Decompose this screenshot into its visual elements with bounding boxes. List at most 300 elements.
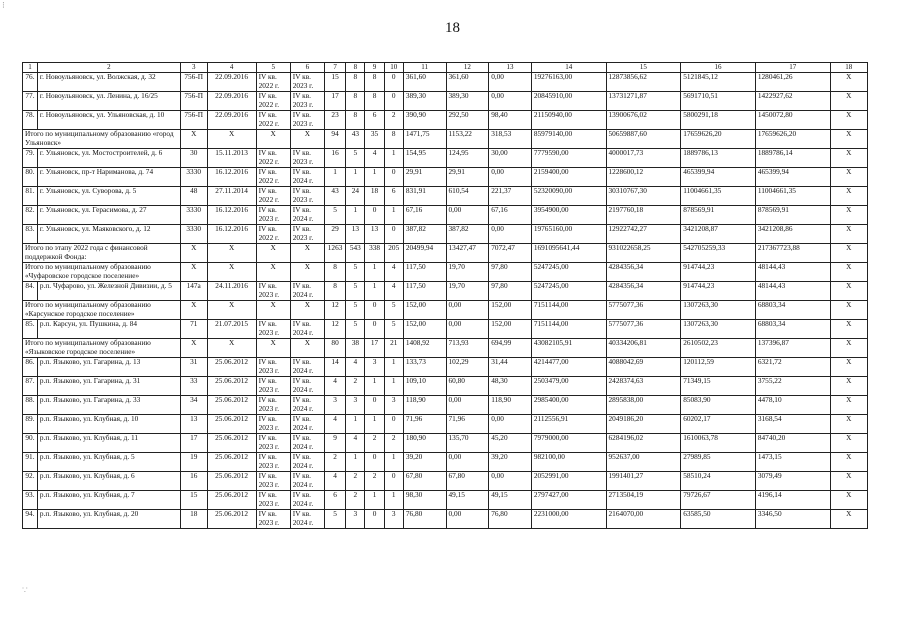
table-cell: 3 bbox=[365, 358, 384, 377]
subtotal-row bbox=[23, 244, 868, 263]
table-cell: X bbox=[256, 339, 290, 358]
table-cell: 71 bbox=[180, 320, 207, 339]
table-cell: 4284356,34 bbox=[606, 282, 681, 301]
table-cell: 6 bbox=[324, 491, 345, 510]
table-cell: 1889786,13 bbox=[681, 149, 756, 168]
table-cell: 914744,23 bbox=[681, 263, 756, 282]
table-cell: 952637,00 bbox=[606, 453, 681, 472]
table-cell: 25.06.2012 bbox=[207, 453, 256, 472]
table-cell: 25.06.2012 bbox=[207, 510, 256, 529]
table-cell: 0 bbox=[365, 320, 384, 339]
table-cell: 0 bbox=[384, 225, 403, 244]
table-cell: 1691095641,44 bbox=[531, 244, 606, 263]
table-cell: X bbox=[830, 434, 867, 453]
table-cell: 19,70 bbox=[446, 282, 489, 301]
table-cell: IV кв. 2024 г. bbox=[290, 472, 324, 491]
table-cell: X bbox=[830, 73, 867, 92]
column-number-cell: 5 bbox=[256, 63, 290, 73]
table-cell: 17659626,20 bbox=[755, 130, 830, 149]
table-row bbox=[23, 396, 868, 415]
table-cell: X bbox=[180, 263, 207, 282]
table-row bbox=[23, 434, 868, 453]
table-cell: 2 bbox=[365, 472, 384, 491]
table-cell: 389,30 bbox=[403, 92, 446, 111]
table-cell: 117,50 bbox=[403, 263, 446, 282]
table-cell: 35 bbox=[365, 130, 384, 149]
table-cell: 120112,59 bbox=[681, 358, 756, 377]
table-cell: 29,91 bbox=[403, 168, 446, 187]
table-cell: 0,00 bbox=[489, 472, 532, 491]
table-cell: 2610502,23 bbox=[681, 339, 756, 358]
table-cell: 8 bbox=[346, 111, 365, 130]
table-cell: 39,20 bbox=[489, 453, 532, 472]
table-cell: X bbox=[830, 396, 867, 415]
table-cell: IV кв. 2024 г. bbox=[290, 206, 324, 225]
table-cell: 43 bbox=[346, 130, 365, 149]
table-cell: 30310767,30 bbox=[606, 187, 681, 206]
table-cell: 3 bbox=[346, 510, 365, 529]
table-cell: 0 bbox=[384, 92, 403, 111]
table-cell: 465399,94 bbox=[755, 168, 830, 187]
address-cell: р.п. Языково, ул. Гагарина, д. 31 bbox=[37, 377, 180, 396]
table-cell: 4 bbox=[365, 149, 384, 168]
table-cell: IV кв. 2023 г. bbox=[290, 187, 324, 206]
table-cell: 0 bbox=[384, 73, 403, 92]
table-cell: 85979140,00 bbox=[531, 130, 606, 149]
table-cell: X bbox=[207, 301, 256, 320]
table-cell: 2503479,00 bbox=[531, 377, 606, 396]
table-cell: 756-П bbox=[180, 73, 207, 92]
table-cell: 33 bbox=[180, 377, 207, 396]
table-cell: 4214477,00 bbox=[531, 358, 606, 377]
table-cell: 7779590,00 bbox=[531, 149, 606, 168]
table-cell: 1450072,80 bbox=[755, 111, 830, 130]
table-cell: IV кв. 2023 г. bbox=[256, 396, 290, 415]
table-cell: X bbox=[256, 263, 290, 282]
table-cell: 49,15 bbox=[489, 491, 532, 510]
table-cell: 5 bbox=[346, 149, 365, 168]
table-cell: 22.09.2016 bbox=[207, 73, 256, 92]
table-cell: 97,80 bbox=[489, 263, 532, 282]
table-cell: IV кв. 2022 г. bbox=[256, 92, 290, 111]
table-cell: 0 bbox=[384, 168, 403, 187]
table-cell: 98,40 bbox=[489, 111, 532, 130]
table-cell: X bbox=[180, 244, 207, 263]
table-cell: 361,60 bbox=[403, 73, 446, 92]
table-cell: 0,00 bbox=[446, 453, 489, 472]
table-cell: X bbox=[830, 187, 867, 206]
column-number-cell: 15 bbox=[606, 63, 681, 73]
column-number-cell: 7 bbox=[324, 63, 345, 73]
table-row bbox=[23, 320, 868, 339]
table-cell: 2197760,18 bbox=[606, 206, 681, 225]
table-cell: 1422927,62 bbox=[755, 92, 830, 111]
table-cell: 147а bbox=[180, 282, 207, 301]
table-cell: X bbox=[830, 510, 867, 529]
table-row bbox=[23, 168, 868, 187]
table-cell: 16.12.2016 bbox=[207, 225, 256, 244]
table-cell: 2 bbox=[346, 377, 365, 396]
table-cell: 221,37 bbox=[489, 187, 532, 206]
column-number-cell: 18 bbox=[830, 63, 867, 73]
table-cell: 1228600,12 bbox=[606, 168, 681, 187]
table-cell: 4 bbox=[346, 434, 365, 453]
table-cell: X bbox=[256, 301, 290, 320]
table-cell: 4284356,34 bbox=[606, 263, 681, 282]
table-cell: 31,44 bbox=[489, 358, 532, 377]
table-cell: 0 bbox=[365, 453, 384, 472]
table-cell: 756-П bbox=[180, 111, 207, 130]
column-number-cell: 12 bbox=[446, 63, 489, 73]
table-cell: 25.06.2012 bbox=[207, 358, 256, 377]
table-cell: 3 bbox=[384, 396, 403, 415]
table-cell: 3330 bbox=[180, 206, 207, 225]
table-cell: 22.09.2016 bbox=[207, 92, 256, 111]
row-number-cell: 89. bbox=[23, 415, 38, 434]
address-cell: р.п. Языково, ул. Гагарина, д. 33 bbox=[37, 396, 180, 415]
table-cell: IV кв. 2024 г. bbox=[290, 320, 324, 339]
table-cell: 67,16 bbox=[403, 206, 446, 225]
table-cell: 11004661,35 bbox=[755, 187, 830, 206]
table-cell: 6 bbox=[384, 187, 403, 206]
table-cell: 1 bbox=[365, 415, 384, 434]
row-number-cell: 87. bbox=[23, 377, 38, 396]
table-cell: 3954900,00 bbox=[531, 206, 606, 225]
table-cell: IV кв. 2023 г. bbox=[256, 282, 290, 301]
table-cell: 6 bbox=[365, 111, 384, 130]
table-cell: 13900676,02 bbox=[606, 111, 681, 130]
table-cell: 4 bbox=[324, 472, 345, 491]
table-cell: X bbox=[256, 244, 290, 263]
table-cell: 117,50 bbox=[403, 282, 446, 301]
table-cell: 6284196,02 bbox=[606, 434, 681, 453]
table-cell: 17 bbox=[180, 434, 207, 453]
table-cell: X bbox=[830, 111, 867, 130]
address-cell: р.п. Языково, ул. Клубная, д. 7 bbox=[37, 491, 180, 510]
table-cell: 5 bbox=[346, 320, 365, 339]
table-cell: IV кв. 2024 г. bbox=[290, 453, 324, 472]
table-cell: 9 bbox=[324, 434, 345, 453]
table-cell: 5 bbox=[324, 510, 345, 529]
table-cell: 2797427,00 bbox=[531, 491, 606, 510]
table-cell: 15 bbox=[324, 73, 345, 92]
table-cell: 1 bbox=[384, 377, 403, 396]
table-cell: 11004661,35 bbox=[681, 187, 756, 206]
table-cell: IV кв. 2022 г. bbox=[256, 73, 290, 92]
table-row bbox=[23, 187, 868, 206]
table-cell: 5 bbox=[324, 206, 345, 225]
scan-artifact-mark: ∵ bbox=[22, 585, 28, 595]
table-cell: 152,00 bbox=[403, 301, 446, 320]
table-cell: 0,00 bbox=[489, 168, 532, 187]
table-cell: 1 bbox=[384, 206, 403, 225]
table-cell: 878569,91 bbox=[755, 206, 830, 225]
table-cell: 13 bbox=[365, 225, 384, 244]
table-cell: 1408,92 bbox=[403, 339, 446, 358]
table-cell: 1 bbox=[365, 377, 384, 396]
column-number-cell: 9 bbox=[365, 63, 384, 73]
table-cell: IV кв. 2023 г. bbox=[290, 73, 324, 92]
table-cell: X bbox=[830, 263, 867, 282]
table-cell: 4 bbox=[346, 358, 365, 377]
column-number-cell: 17 bbox=[755, 63, 830, 73]
table-cell: 43082105,91 bbox=[531, 339, 606, 358]
table-row bbox=[23, 282, 868, 301]
address-cell: г. Новоульяновск, ул. Ленина, д. 16/25 bbox=[37, 92, 180, 111]
table-cell: 2052991,00 bbox=[531, 472, 606, 491]
table-cell: IV кв. 2023 г. bbox=[256, 434, 290, 453]
table-cell: 0,00 bbox=[446, 320, 489, 339]
table-row bbox=[23, 377, 868, 396]
table-cell: 2895838,00 bbox=[606, 396, 681, 415]
table-cell: 3 bbox=[384, 510, 403, 529]
table-cell: 135,70 bbox=[446, 434, 489, 453]
table-cell: 12 bbox=[324, 301, 345, 320]
table-cell: 713,93 bbox=[446, 339, 489, 358]
table-cell: 20499,94 bbox=[403, 244, 446, 263]
table-cell: 94 bbox=[324, 130, 345, 149]
row-number-cell: 88. bbox=[23, 396, 38, 415]
table-cell: 8 bbox=[384, 130, 403, 149]
table-cell: 38 bbox=[346, 339, 365, 358]
table-cell: 4 bbox=[324, 377, 345, 396]
table-cell: 19276163,00 bbox=[531, 73, 606, 92]
table-cell: 27.11.2014 bbox=[207, 187, 256, 206]
column-number-cell: 10 bbox=[384, 63, 403, 73]
table-cell: 5 bbox=[346, 263, 365, 282]
address-cell: р.п. Языково, ул. Гагарина, д. 13 bbox=[37, 358, 180, 377]
table-cell: 1 bbox=[384, 358, 403, 377]
table-cell: 4 bbox=[384, 282, 403, 301]
address-cell: г. Ульяновск, ул. Маяковского, д. 12 bbox=[37, 225, 180, 244]
table-cell: 76,80 bbox=[403, 510, 446, 529]
table-cell: 13427,47 bbox=[446, 244, 489, 263]
table-cell: 2 bbox=[365, 434, 384, 453]
table-cell: 2159400,00 bbox=[531, 168, 606, 187]
table-cell: 4196,14 bbox=[755, 491, 830, 510]
table-cell: 756-П bbox=[180, 92, 207, 111]
table-cell: 0 bbox=[384, 472, 403, 491]
table-cell: 85083,90 bbox=[681, 396, 756, 415]
table-cell: X bbox=[207, 244, 256, 263]
table-cell: IV кв. 2024 г. bbox=[290, 510, 324, 529]
table-row bbox=[23, 453, 868, 472]
table-cell: IV кв. 2022 г. bbox=[256, 111, 290, 130]
table-cell: 2112556,91 bbox=[531, 415, 606, 434]
table-cell: 67,80 bbox=[446, 472, 489, 491]
table-cell: IV кв. 2024 г. bbox=[290, 168, 324, 187]
table-cell: IV кв. 2023 г. bbox=[256, 320, 290, 339]
table-cell: 52320090,00 bbox=[531, 187, 606, 206]
table-cell: 5 bbox=[384, 320, 403, 339]
row-number-cell: 79. bbox=[23, 149, 38, 168]
table-cell: X bbox=[830, 377, 867, 396]
table-cell: 71349,15 bbox=[681, 377, 756, 396]
table-cell: IV кв. 2023 г. bbox=[256, 377, 290, 396]
table-cell: 63585,50 bbox=[681, 510, 756, 529]
table-cell: IV кв. 2023 г. bbox=[290, 149, 324, 168]
table-cell: 1471,75 bbox=[403, 130, 446, 149]
table-cell: 17 bbox=[365, 339, 384, 358]
table-cell: 2428374,63 bbox=[606, 377, 681, 396]
table-cell: X bbox=[290, 130, 324, 149]
table-cell: 21 bbox=[384, 339, 403, 358]
table-cell: 25.06.2012 bbox=[207, 415, 256, 434]
table-cell: X bbox=[290, 301, 324, 320]
subtotal-label: Итого по этапу 2022 года с финансовой поддержкой Фонда: bbox=[23, 244, 181, 263]
table-cell: 1307263,30 bbox=[681, 320, 756, 339]
table-cell: X bbox=[830, 358, 867, 377]
table-cell: X bbox=[830, 225, 867, 244]
table-cell: 25.06.2012 bbox=[207, 434, 256, 453]
table-cell: IV кв. 2023 г. bbox=[256, 472, 290, 491]
table-cell: 8 bbox=[324, 282, 345, 301]
table-cell: 13 bbox=[180, 415, 207, 434]
table-cell: 152,00 bbox=[489, 320, 532, 339]
table-cell: IV кв. 2023 г. bbox=[256, 453, 290, 472]
column-number-cell: 14 bbox=[531, 63, 606, 73]
table-cell: 2 bbox=[384, 111, 403, 130]
table-cell: 50659887,60 bbox=[606, 130, 681, 149]
table-cell: 60202,17 bbox=[681, 415, 756, 434]
column-number-cell: 13 bbox=[489, 63, 532, 73]
table-cell: 1 bbox=[365, 168, 384, 187]
table-cell: 7151144,00 bbox=[531, 320, 606, 339]
table-row bbox=[23, 92, 868, 111]
table-cell: 543 bbox=[346, 244, 365, 263]
table-cell: IV кв. 2024 г. bbox=[290, 282, 324, 301]
table-cell: IV кв. 2024 г. bbox=[290, 434, 324, 453]
table-cell: 5691710,51 bbox=[681, 92, 756, 111]
table-cell: 68803,34 bbox=[755, 301, 830, 320]
table-cell: 1 bbox=[384, 453, 403, 472]
address-cell: г. Ульяновск, пр-т Нариманова, д. 74 bbox=[37, 168, 180, 187]
table-cell: 39,20 bbox=[403, 453, 446, 472]
table-cell: 0,00 bbox=[489, 415, 532, 434]
table-cell: 1 bbox=[365, 491, 384, 510]
table-cell: 71,96 bbox=[403, 415, 446, 434]
table-cell: 25.06.2012 bbox=[207, 377, 256, 396]
table-cell: 49,15 bbox=[446, 491, 489, 510]
table-cell: 20845910,00 bbox=[531, 92, 606, 111]
table-cell: 15 bbox=[180, 491, 207, 510]
table-cell: X bbox=[830, 415, 867, 434]
table-cell: 5 bbox=[346, 301, 365, 320]
table-cell: X bbox=[180, 339, 207, 358]
subtotal-label: Итого по муниципальному образованию «Карсунское городское поселение» bbox=[23, 301, 181, 320]
address-cell: р.п. Языково, ул. Клубная, д. 6 bbox=[37, 472, 180, 491]
row-number-cell: 84. bbox=[23, 282, 38, 301]
table-cell: IV кв. 2022 г. bbox=[256, 168, 290, 187]
table-cell: 1 bbox=[384, 491, 403, 510]
table-cell: 34 bbox=[180, 396, 207, 415]
table-cell: 18 bbox=[365, 187, 384, 206]
table-cell: IV кв. 2024 г. bbox=[290, 377, 324, 396]
row-number-cell: 83. bbox=[23, 225, 38, 244]
table-cell: 5121845,12 bbox=[681, 73, 756, 92]
table-cell: 0,00 bbox=[489, 73, 532, 92]
table-cell: 0,00 bbox=[446, 206, 489, 225]
subtotal-label: Итого по муниципальному образованию «Языковское городское поселение» bbox=[23, 339, 181, 358]
row-number-cell: 94. bbox=[23, 510, 38, 529]
table-cell: 2 bbox=[346, 472, 365, 491]
table-cell: 5 bbox=[346, 282, 365, 301]
table-cell: 1 bbox=[346, 453, 365, 472]
table-cell: X bbox=[830, 130, 867, 149]
table-cell: 8 bbox=[365, 73, 384, 92]
row-number-cell: 86. bbox=[23, 358, 38, 377]
table-cell: 16 bbox=[180, 472, 207, 491]
scan-artifact-mark: ⁝ bbox=[2, 0, 5, 10]
table-cell: 18 bbox=[180, 510, 207, 529]
address-cell: г. Новоульяновск, ул. Ульяновская, д. 10 bbox=[37, 111, 180, 130]
table-cell: X bbox=[830, 339, 867, 358]
table-cell: X bbox=[830, 301, 867, 320]
table-cell: 2985400,00 bbox=[531, 396, 606, 415]
table-cell: X bbox=[180, 130, 207, 149]
table-cell: 2 bbox=[346, 491, 365, 510]
table-cell: 1 bbox=[346, 168, 365, 187]
table-cell: 118,90 bbox=[403, 396, 446, 415]
table-cell: IV кв. 2023 г. bbox=[256, 415, 290, 434]
table-cell: IV кв. 2023 г. bbox=[256, 510, 290, 529]
table-cell: IV кв. 2023 г. bbox=[290, 225, 324, 244]
table-cell: 13 bbox=[346, 225, 365, 244]
table-cell: 338 bbox=[365, 244, 384, 263]
table-cell: 0 bbox=[365, 510, 384, 529]
table-cell: 48144,43 bbox=[755, 263, 830, 282]
table-cell: 97,80 bbox=[489, 282, 532, 301]
table-row bbox=[23, 358, 868, 377]
table-cell: IV кв. 2023 г. bbox=[290, 111, 324, 130]
column-number-cell: 8 bbox=[346, 63, 365, 73]
table-cell: 137396,87 bbox=[755, 339, 830, 358]
table-cell: 7979000,00 bbox=[531, 434, 606, 453]
column-number-cell: 1 bbox=[23, 63, 38, 73]
table-cell: 694,99 bbox=[489, 339, 532, 358]
table-cell: 102,29 bbox=[446, 358, 489, 377]
table-cell: 154,95 bbox=[403, 149, 446, 168]
subtotal-row bbox=[23, 301, 868, 320]
address-cell: р.п. Языково, ул. Клубная, д. 20 bbox=[37, 510, 180, 529]
table-cell: 0,00 bbox=[489, 225, 532, 244]
table-cell: X bbox=[290, 263, 324, 282]
table-row bbox=[23, 149, 868, 168]
table-cell: 25.06.2012 bbox=[207, 396, 256, 415]
table-cell: 67,80 bbox=[403, 472, 446, 491]
table-cell: IV кв. 2022 г. bbox=[256, 149, 290, 168]
table-cell: 5247245,00 bbox=[531, 282, 606, 301]
table-cell: 3421208,87 bbox=[681, 225, 756, 244]
table-cell: 1 bbox=[365, 263, 384, 282]
table-cell: 914744,23 bbox=[681, 282, 756, 301]
page-number: 18 bbox=[445, 20, 460, 36]
address-cell: р.п. Карсун, ул. Пушкина, д. 84 bbox=[37, 320, 180, 339]
table-cell: 389,30 bbox=[446, 92, 489, 111]
table-cell: 292,50 bbox=[446, 111, 489, 130]
table-cell: 2713504,19 bbox=[606, 491, 681, 510]
table-cell: 931022658,25 bbox=[606, 244, 681, 263]
table-cell: 152,00 bbox=[489, 301, 532, 320]
table-cell: 0,00 bbox=[446, 510, 489, 529]
table-cell: X bbox=[830, 472, 867, 491]
table-cell: 19 bbox=[180, 453, 207, 472]
table-cell: 5775077,36 bbox=[606, 301, 681, 320]
table-cell: IV кв. 2023 г. bbox=[256, 206, 290, 225]
table-cell: 68803,34 bbox=[755, 320, 830, 339]
table-cell: 3 bbox=[346, 396, 365, 415]
table-cell: 84740,20 bbox=[755, 434, 830, 453]
